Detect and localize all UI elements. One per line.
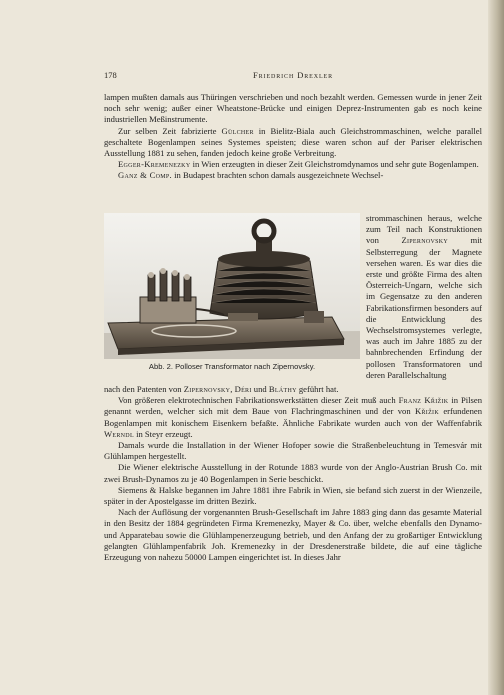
proper-name: Křižik [414,406,439,417]
proper-name: Zipernovsky [183,384,231,394]
body-text-bottom [104,384,482,563]
text-run: Von größeren elektrotechnischen Fabrikationswerkstätten dieser Zeit muß auch [118,395,399,406]
paragraph [104,462,482,484]
paragraph: lampen mußten damals aus Thüringen verschrieben und noch bezahlt werden. Gemessen wurde in jener Zeit noch sehr wenig; außer einer Wheatstone-Brücke und einigen Deprez-Instrumenten gab es noch keine industriellen Meßinstrumente. [104,92,482,125]
proper-name: Déri [234,384,252,394]
company-name: Ganz & Comp. [118,170,173,181]
body-text-right-column [366,213,482,381]
paragraph [104,485,482,507]
figure-caption: Abb. 2. Polloser Transformator nach Zipernovsky. [148,362,316,371]
text-run: mit Selbsterregung der Magnete versehen waren. Es war dies die erste und größte Firma des alten Österreich-Ungarn, welche sich im Gegensatze zu den anderen Fabrikationsfirmen besonders auf die Entwicklung des Wechselstromsystemes verlegte, was auch im Jahre 1885 zu der bahnbrechenden Erfindung der pollosen Transformatoren und deren Parallelschaltung [366,235,482,380]
person-name: Zipernovsky [401,235,448,246]
proper-name: Bláthy [268,384,297,394]
text-run: in Bielitz-Biala auch Gleichstrommaschinen, welche parallel geschaltete Bogenlampen seines Systemes speisten; diese waren schon auf der Pariser elektrischen Ausstellung 1881 zu sehen, fanden jedoch keine große Verbreitung. [104,125,483,159]
text-run: und [251,384,269,394]
text-run: Zur selben Zeit fabrizierte [118,125,222,136]
text-run: in Wien erzeugten in dieser Zeit Gleichstromdynamos und sehr gute Bogenlampen. [190,159,479,170]
text-run: Siemens & Halske begannen im Jahre 1881 ihre Fabrik in Wien, sie befand sich zuerst in der Wienzeile, später in der Apostelgasse im dritten Bezirk. [104,484,482,507]
paragraph [104,440,482,462]
paragraph [104,170,482,181]
text-run: Nach der Auflösung der vorgenannten Brush-Gesellschaft im Jahre 1883 ging dann das gesamte Material in den Besitz der 1884 gegründeten Firma Kremenezky, Mayer & Co. über, welche ebenfalls den Dynamo- und Apparatebau sowie die Glühlampenerzeugung betrieb, und den Anfang der zu großartiger Entwicklung gelangten Glühlampenfabrik Joh. Kremenezky in der Dresdenerstraße bildete, die auf eine tägliche Erzeugung von nahezu 50000 Lampen eingerichtet ist. In dieses Jahr [104,507,482,563]
paragraph [104,395,482,440]
page-number: 178 [104,70,117,80]
text-run: Damals wurde die Installation in der Wiener Hofoper sowie die Straßenbeleuchtung in Temesvár mit Glühlampen hergestellt. [104,440,482,462]
text-run: Die Wiener elektrische Ausstellung in der Rotunde 1883 wurde von der Anglo-Austrian Brush Co. mit zwei Brush-Dynamos zu je 40 Bogenlampen in Serie beschickt. [104,462,482,484]
paragraph [104,159,482,170]
transformer-photo-illustration [104,213,360,359]
page-header [104,70,482,82]
book-spine-shadow [488,0,504,695]
paragraph [104,384,482,395]
text-run: strommaschinen heraus, welche zum Teil nach Konstruktionen von [366,213,482,246]
figure-photo [104,213,360,359]
paragraph [104,507,482,563]
text-run: geführt hat. [296,384,339,394]
proper-name: Franz Křižik [398,395,449,406]
proper-name: Werndl [104,428,134,439]
person-name: Gülcher [221,125,254,136]
paragraph [104,126,482,160]
body-text-top [104,92,482,182]
company-name: Egger-Kremenezky [118,159,191,170]
text-run: , [230,384,235,394]
running-title: Friedrich Drexler [253,70,333,80]
text-run: in Pilsen genannt werden, welcher sich mit dem Baue von Flachringmaschinen und der von [104,395,482,417]
text-run: in Budapest brachten schon damals ausgezeichnete Wechsel- [172,170,384,181]
text-run: nach den Patenten von [104,384,184,394]
paragraph [366,213,482,381]
text-run: erfundenen Bogenlampen mit konischem Eisenkern befaßte. Ähnliche Fabrikate wurden auch von der Waffenfabrik [104,406,482,428]
text-run: in Steyr erzeugt. [133,428,193,439]
